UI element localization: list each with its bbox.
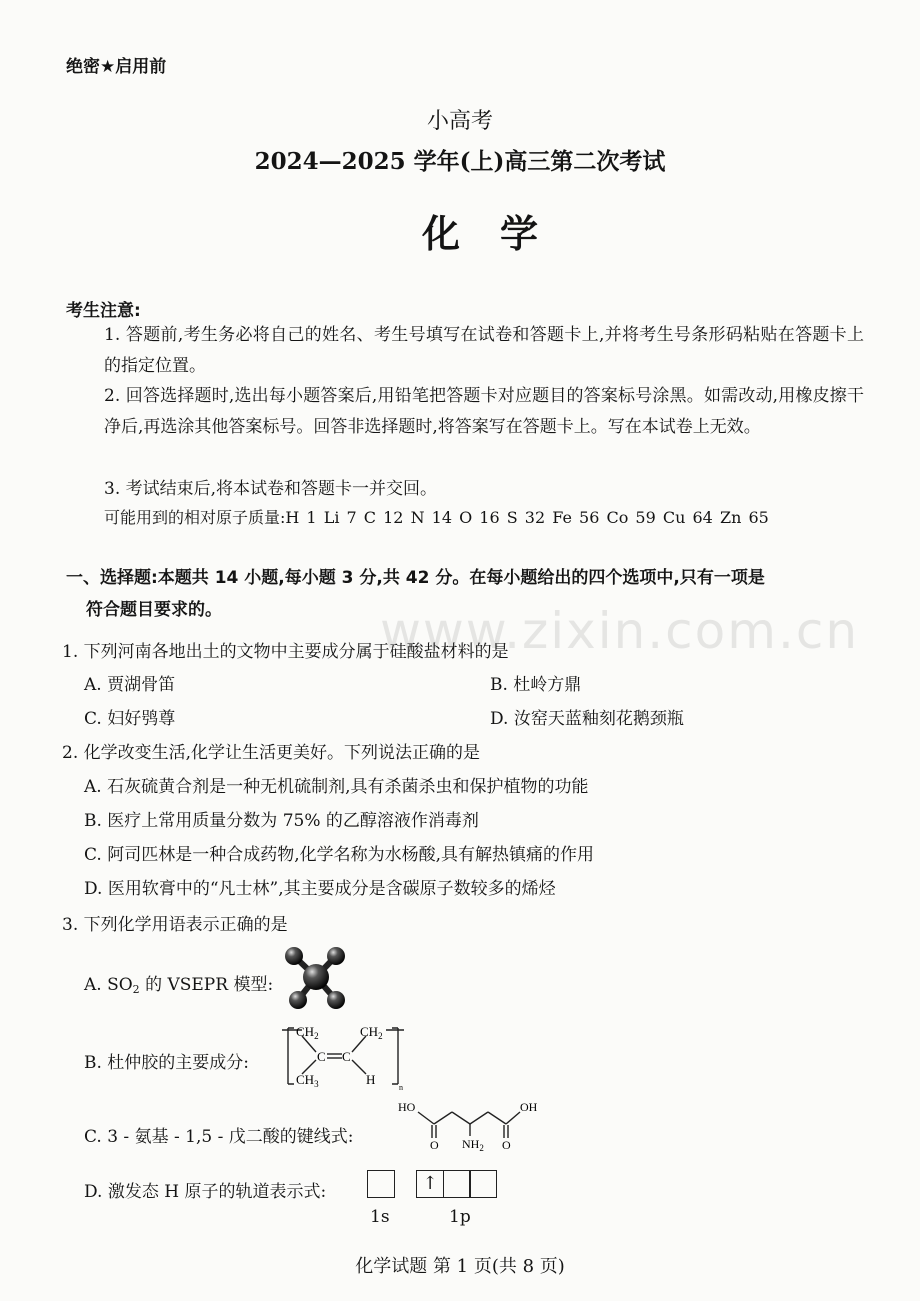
orbital-box	[367, 1170, 395, 1198]
q2-option-c: C. 阿司匹林是一种合成药物,化学名称为水杨酸,具有解热镇痛的作用	[84, 845, 595, 865]
bond	[488, 1112, 506, 1124]
bond	[452, 1112, 470, 1124]
oh-label: OH	[520, 1100, 538, 1114]
repeat-n: n	[399, 1083, 403, 1092]
oxygen-2: O	[502, 1138, 511, 1152]
orbital-box: ↑	[416, 1170, 444, 1198]
q2-option-d: D. 医用软膏中的“凡士林”,其主要成分是含碳原子数较多的烯烃	[84, 879, 556, 899]
brand-title: 小高考	[426, 109, 493, 134]
bond	[470, 1112, 488, 1124]
ch3-left: $CH_3$	[296, 1072, 319, 1089]
orbital-box	[443, 1170, 471, 1198]
bond	[418, 1112, 434, 1124]
orbital-1s	[367, 1170, 395, 1198]
vsepr-lone-pair	[285, 947, 303, 965]
ch2-left: $CH_2$	[296, 1024, 319, 1041]
q2-option-a: A. 石灰硫黄合剂是一种无机硫制剂,具有杀菌杀虫和保护植物的功能	[84, 777, 589, 797]
q2-option-b: B. 医疗上常用质量分数为 75% 的乙醇溶液作消毒剂	[84, 811, 479, 831]
atomic-mass-line: 可能用到的相对原子质量:H 1 Li 7 C 12 N 14 O 16 S 32 Fe 56 Co 59 Cu 64 Zn 65	[104, 508, 769, 527]
q3-a-subscript: 2	[132, 983, 140, 996]
notice-title: 考生注意:	[66, 301, 141, 321]
vsepr-lone-pair	[327, 947, 345, 965]
section-1-line-1: 一、选择题:本题共 14 小题,每小题 3 分,共 42 分。在每小题给出的四个选项中,只有一项是	[66, 568, 765, 588]
label-1s: 1s	[370, 1207, 390, 1227]
section-1-line-2: 符合题目要求的。	[86, 600, 222, 620]
confidential-label: 绝密★启用前	[66, 57, 167, 77]
oxygen-1: O	[430, 1138, 439, 1152]
bond	[352, 1060, 366, 1074]
q3-option-a	[84, 970, 273, 996]
q3-option-c: C. 3 - 氨基 - 1,5 - 戊二酸的键线式:	[84, 1127, 354, 1147]
q2-stem: 2. 化学改变生活,化学让生活更美好。下列说法正确的是	[62, 743, 481, 763]
orbital-box	[469, 1170, 497, 1198]
bracket-right	[392, 1028, 398, 1084]
page-footer: 化学试题 第 1 页(共 8 页)	[355, 1256, 565, 1277]
bond	[434, 1112, 452, 1124]
notice-item-1: 1. 答题前,考生务必将自己的姓名、考生号填写在试卷和答题卡上,并将考生号条形码粘贴在答题卡上的指定位置。	[104, 325, 864, 376]
q3-option-d: D. 激发态 H 原子的轨道表示式:	[84, 1182, 327, 1202]
bond	[506, 1112, 520, 1124]
vsepr-oxygen	[289, 991, 307, 1009]
vsepr-sulfur	[303, 964, 329, 990]
q3-a-text: A. SO	[84, 975, 133, 995]
q1-option-c: C. 妇好鸮尊	[84, 709, 176, 729]
notice-item-2: 2. 回答选择题时,选出每小题答案后,用铅笔把答题卡对应题目的答案标号涂黑。如需改动,用橡皮擦干净后,再选涂其他答案标号。回答非选择题时,将答案写在答题卡上。写在本试卷上无效。	[104, 386, 864, 437]
ho-label: HO	[398, 1100, 416, 1114]
q1-stem: 1. 下列河南各地出土的文物中主要成分属于硅酸盐材料的是	[62, 642, 509, 662]
bracket-left	[288, 1028, 294, 1084]
skeletal-formula	[396, 1098, 546, 1158]
label-1p: 1p	[449, 1207, 471, 1227]
ch2-right: $CH_2$	[360, 1024, 383, 1041]
watermark: www.zixin.com.cn	[380, 602, 860, 660]
q3-option-b: B. 杜仲胶的主要成分:	[84, 1053, 250, 1073]
vsepr-oxygen	[327, 991, 345, 1009]
carbon-2: C	[342, 1049, 351, 1064]
hydrogen: H	[366, 1072, 376, 1087]
nh2-label: $NH_2$	[462, 1137, 484, 1153]
carbon-1: C	[317, 1049, 326, 1064]
q3-stem: 3. 下列化学用语表示正确的是	[62, 915, 288, 935]
gutta-percha-structure	[282, 1022, 407, 1092]
subject-title: 化学	[421, 211, 578, 256]
orbital-1p	[416, 1170, 497, 1198]
q1-option-d: D. 汝窑天蓝釉刻花鹅颈瓶	[490, 709, 684, 729]
vsepr-model-diagram	[280, 942, 350, 1014]
exam-title: 2024—2025 学年(上)高三第二次考试	[254, 148, 666, 175]
q1-option-b: B. 杜岭方鼎	[490, 675, 582, 695]
q1-option-a: A. 贾湖骨笛	[84, 675, 176, 695]
notice-item-3: 3. 考试结束后,将本试卷和答题卡一并交回。	[104, 479, 438, 499]
q3-a-text-post: 的 VSEPR 模型:	[139, 975, 274, 995]
